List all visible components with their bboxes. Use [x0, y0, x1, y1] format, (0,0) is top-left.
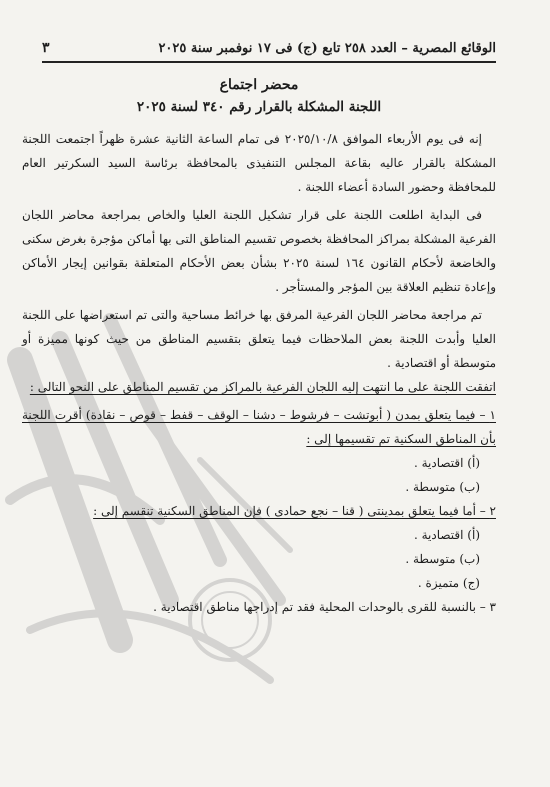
paragraph-meeting: إنه فى يوم الأربعاء الموافق ٢٠٢٥/١٠/٨ فى تمام الساعة الثانية عشرة ظهراً اجتمعت اللجنة المشكلة بالقرار عاليه بقاعة المجلس التنفيذى بالمحافظة برئاسة السيد السكرتير العام للمحافظة وحضور السادة أعضاء اللجنة . — [22, 132, 496, 194]
page-number: ٣ — [42, 40, 50, 56]
paragraph-review: فى البداية اطلعت اللجنة على قرار تشكيل اللجنة العليا والخاص بمراجعة محاضر اللجان الفرعية المشكلة بمراكز المحافظة بخصوص تقسيم المناطق التى بها أماكن مؤجرة بغرض سكنى والخاضعة لأحكام القانون ١٦٤ لسنة ٢٠٢٥ بشأن بعض الأحكام المتعلقة بقوانين إيجار الأماكن وإعادة تنظيم العلاقة بين المؤجر والمستأجر . — [22, 208, 497, 294]
paragraph-minutes: تم مراجعة محاضر اللجان الفرعية المرفق بها خرائط مساحية والتى تم استعراضها على اللجنة العليا وأبدت اللجنة بعض الملاحظات فيما يتعلق بتقسيم المناطق من حيث كونها مميزة أو متوسطة أو اقتصادية . — [22, 308, 496, 370]
list-subitem-distinguished: (ج) متميزة . — [417, 576, 480, 590]
list-item-villages: ٣ – بالنسبة للقرى بالوحدات المحلية فقد تم إدراجها مناطق اقتصادية . — [153, 600, 496, 614]
document-subheading: اللجنة المشكلة بالقرار رقم ٣٤٠ لسنة ٢٠٢٥ — [136, 99, 382, 115]
list-item-cities: ١ – فيما يتعلق بمدن ( أبوتشت – فرشوط – دشنا – الوقف – قفط – قوص – نقادة) أقرت اللجنة بأن المناطق السكنية تم تقسيمها إلى : — [22, 408, 496, 446]
document-heading: محضر اجتماع — [219, 77, 299, 93]
list-subitem-medium: (ب) متوسطة . — [405, 480, 480, 494]
paragraph-agreement: اتفقت اللجنة على ما انتهت إليه اللجان الفرعية بالمراكز من تقسيم المناطق على النحو التالى : — [29, 380, 496, 394]
list-item-qena-nagaa: ٢ – أما فيما يتعلق بمدينتى ( قنا – نجع حمادى ) فإن المناطق السكنية تنقسم إلى : — [93, 504, 496, 518]
gazette-title: الوقائع المصرية – العدد ٢٥٨ تابع (ج) فى ١٧ نوفمبر سنة ٢٠٢٥ — [158, 41, 496, 56]
list-subitem-economic: (أ) اقتصادية . — [413, 528, 480, 542]
list-subitem-economic: (أ) اقتصادية . — [413, 456, 480, 470]
page-header — [42, 40, 496, 63]
list-subitem-medium: (ب) متوسطة . — [405, 552, 480, 566]
